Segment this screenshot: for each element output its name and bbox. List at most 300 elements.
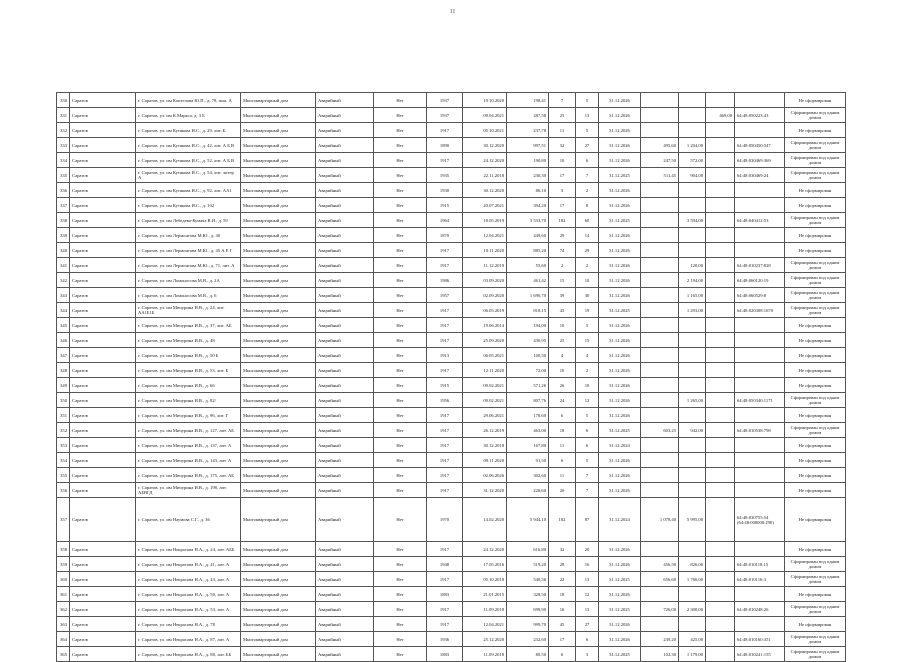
recognition-date-cell: 11.12.2019 (463, 258, 507, 273)
value3-cell (706, 198, 735, 213)
year-cell: 1917 (427, 468, 463, 483)
value3-cell (706, 153, 735, 168)
cadastral-cell: 64:48:030469:24 (735, 168, 785, 183)
address-cell: г. Саратов, ул. им Мичурина И.В., д. 96, лит. Г (136, 408, 241, 423)
year-cell: 1937 (427, 93, 463, 108)
apartments-cell: 27 (576, 138, 599, 153)
year-cell: 1917 (427, 408, 463, 423)
land-status-cell: Сформирован под одним домом (785, 632, 846, 647)
area-cell: 55,60 (507, 258, 549, 273)
value3-cell (706, 258, 735, 273)
land-status-cell: Не сформирован (785, 348, 846, 363)
cadastral-cell: 64:48:020308:1670 (735, 303, 785, 318)
cadastral-cell (735, 453, 785, 468)
land-status-cell: Сформирован под одним домом (785, 153, 846, 168)
land-status-cell: Сформирован под одним домом (785, 213, 846, 228)
flag-cell: Нет (374, 483, 427, 498)
building-type-cell: Многоквартирный дом (241, 108, 316, 123)
residents-cell: 17 (549, 632, 576, 647)
apartments-cell: 87 (576, 498, 599, 542)
land-status-cell: Сформирован под одним домом (785, 647, 846, 662)
table-row (57, 557, 846, 572)
table-row (57, 198, 846, 213)
residents-cell: 39 (549, 288, 576, 303)
apartments-cell: 5 (576, 453, 599, 468)
cadastral-cell: 64:48:010248:26 (735, 602, 785, 617)
area-cell: 72,00 (507, 363, 549, 378)
row-number-cell: 353 (57, 438, 70, 453)
row-number-cell: 364 (57, 632, 70, 647)
land-status-cell: Не сформирован (785, 198, 846, 213)
address-cell: г. Саратов, ул. им Лермонтова М.Ю., д. 40 (136, 228, 241, 243)
land-status-cell: Не сформирован (785, 587, 846, 602)
recognition-date-cell: 25.09.2020 (463, 333, 507, 348)
city-cell: Саратов (70, 483, 136, 498)
condition-cell: Аварийный (316, 168, 374, 183)
cadastral-cell: 64:48:050223:43 (735, 108, 785, 123)
apartments-cell: 29 (576, 243, 599, 258)
recognition-date-cell: 09.02.2021 (463, 393, 507, 408)
year-cell: 1917 (427, 363, 463, 378)
residents-cell: 2 (549, 258, 576, 273)
area-cell: 5 944,10 (507, 498, 549, 542)
cadastral-cell: 64:48:060120:19 (735, 273, 785, 288)
residents-cell: 17 (549, 168, 576, 183)
land-status-cell: Сформирован под одним домом (785, 602, 846, 617)
area-cell: 167,80 (507, 438, 549, 453)
recognition-date-cell: 25.12.2020 (463, 632, 507, 647)
land-status-cell: Не сформирован (785, 438, 846, 453)
address-cell: г. Саратов, ул. им Некрасова Н.А., д. 43, лит. А (136, 572, 241, 587)
year-cell: 1913 (427, 348, 463, 363)
recognition-date-cell: 02.06.2026 (463, 468, 507, 483)
cadastral-cell: 64:48:010538:798 (735, 423, 785, 438)
city-cell: Саратов (70, 213, 136, 228)
value1-cell: 603,25 (641, 423, 679, 438)
building-type-cell: Многоквартирный дом (241, 498, 316, 542)
city-cell: Саратов (70, 153, 136, 168)
term-cell: 31.12.2026 (599, 273, 641, 288)
apartments-cell: 60 (576, 213, 599, 228)
value2-cell (679, 318, 706, 333)
cadastral-cell: 64:48:050340:1171 (735, 393, 785, 408)
value1-cell: 239,20 (641, 632, 679, 647)
building-type-cell: Многоквартирный дом (241, 617, 316, 632)
row-number-cell: 340 (57, 243, 70, 258)
value2-cell: 1 766,00 (679, 572, 706, 587)
condition-cell: Аварийный (316, 228, 374, 243)
apartments-cell: 10 (576, 273, 599, 288)
condition-cell: Аварийный (316, 288, 374, 303)
apartments-cell: 5 (576, 408, 599, 423)
recognition-date-cell: 12.04.2021 (463, 617, 507, 632)
flag-cell: Нет (374, 617, 427, 632)
building-type-cell: Многоквартирный дом (241, 632, 316, 647)
building-type-cell: Многоквартирный дом (241, 198, 316, 213)
value2-cell (679, 333, 706, 348)
recognition-date-cell: 26.12.2019 (463, 423, 507, 438)
row-number-cell: 345 (57, 318, 70, 333)
city-cell: Саратов (70, 542, 136, 557)
land-status-cell: Не сформирован (785, 243, 846, 258)
term-cell: 31.12.2026 (599, 108, 641, 123)
table-row (57, 423, 846, 438)
address-cell: г. Саратов, ул. им Мичурина И.В., д. 198, лит. АБВГД (136, 483, 241, 498)
flag-cell: Нет (374, 378, 427, 393)
value3-cell (706, 453, 735, 468)
value2-cell (679, 198, 706, 213)
land-status-cell: Не сформирован (785, 617, 846, 632)
flag-cell: Нет (374, 393, 427, 408)
building-type-cell: Многоквартирный дом (241, 542, 316, 557)
value3-cell (706, 378, 735, 393)
address-cell: г. Саратов, ул. им Мичурина И.В., д. 37, лит. АБ (136, 318, 241, 333)
value3-cell (706, 483, 735, 498)
condition-cell: Аварийный (316, 572, 374, 587)
area-cell: 328,50 (507, 587, 549, 602)
year-cell: 1917 (427, 123, 463, 138)
value2-cell (679, 617, 706, 632)
apartments-cell: 19 (576, 303, 599, 318)
recognition-date-cell: 11.09.2018 (463, 602, 507, 617)
flag-cell: Нет (374, 632, 427, 647)
address-cell: г. Саратов, ул. им Мичурина И.В., д. 66 (136, 378, 241, 393)
land-status-cell: Не сформирован (785, 333, 846, 348)
year-cell: 1915 (427, 378, 463, 393)
area-cell: 86,10 (507, 183, 549, 198)
term-cell: 31.12.2026 (599, 93, 641, 108)
cadastral-cell (735, 228, 785, 243)
value2-cell: 942,00 (679, 423, 706, 438)
city-cell: Саратов (70, 453, 136, 468)
flag-cell: Нет (374, 647, 427, 662)
term-cell: 31.12.2025 (599, 423, 641, 438)
recognition-date-cell: 22.11.2018 (463, 168, 507, 183)
term-cell: 31.12.2025 (599, 168, 641, 183)
address-cell: г. Саратов, ул. им Кутякова И.С., д. 92, лит. АА1 (136, 183, 241, 198)
cadastral-cell: 64:48:030469:369 (735, 153, 785, 168)
cadastral-cell (735, 93, 785, 108)
term-cell: 31.12.2026 (599, 483, 641, 498)
value1-cell: 1 078,40 (641, 498, 679, 542)
city-cell: Саратов (70, 393, 136, 408)
building-type-cell: Многоквартирный дом (241, 483, 316, 498)
table-row (57, 288, 846, 303)
land-status-cell: Сформирован под одним домом (785, 273, 846, 288)
building-type-cell: Многоквартирный дом (241, 423, 316, 438)
row-number-cell: 336 (57, 183, 70, 198)
residents-cell: 32 (549, 542, 576, 557)
value1-cell (641, 348, 679, 363)
term-cell: 31.12.2026 (599, 288, 641, 303)
year-cell: 1917 (427, 572, 463, 587)
condition-cell: Аварийный (316, 333, 374, 348)
row-number-cell: 359 (57, 557, 70, 572)
term-cell: 31.12.2026 (599, 348, 641, 363)
year-cell: 1917 (427, 153, 463, 168)
term-cell: 31.12.2026 (599, 318, 641, 333)
residents-cell: 10 (549, 153, 576, 168)
apartments-cell: 14 (576, 228, 599, 243)
land-status-cell: Сформирован под одним домом (785, 138, 846, 153)
value1-cell: 456,50 (641, 557, 679, 572)
area-cell: 540,56 (507, 572, 549, 587)
apartments-cell: 15 (576, 333, 599, 348)
value3-cell (706, 498, 735, 542)
condition-cell: Аварийный (316, 423, 374, 438)
term-cell: 31.12.2024 (599, 498, 641, 542)
building-type-cell: Многоквартирный дом (241, 393, 316, 408)
row-number-cell: 339 (57, 228, 70, 243)
row-number-cell: 354 (57, 453, 70, 468)
year-cell: 1915 (427, 198, 463, 213)
value2-cell: 120,00 (679, 258, 706, 273)
condition-cell: Аварийный (316, 587, 374, 602)
address-cell: г. Саратов, ул. им Кутякова И.С., д. 42, лит. А Б В (136, 138, 241, 153)
value1-cell (641, 378, 679, 393)
flag-cell: Нет (374, 333, 427, 348)
building-type-cell: Многоквартирный дом (241, 93, 316, 108)
value2-cell (679, 468, 706, 483)
land-status-cell: Не сформирован (785, 378, 846, 393)
apartments-cell: 6 (576, 632, 599, 647)
land-status-cell: Сформирован под одним домом (785, 393, 846, 408)
apartments-cell: 7 (576, 468, 599, 483)
city-cell: Саратов (70, 348, 136, 363)
recognition-date-cell: 24.12.2020 (463, 153, 507, 168)
cadastral-cell: 64:48:040412:53 (735, 213, 785, 228)
term-cell: 31.12.2024 (599, 438, 641, 453)
residents-cell: 4 (549, 348, 576, 363)
condition-cell: Аварийный (316, 438, 374, 453)
recognition-date-cell: 03.09.2020 (463, 273, 507, 288)
value2-cell (679, 587, 706, 602)
condition-cell: Аварийный (316, 557, 374, 572)
flag-cell: Нет (374, 138, 427, 153)
value2-cell (679, 348, 706, 363)
apartments-cell: 6 (576, 438, 599, 453)
city-cell: Саратов (70, 273, 136, 288)
flag-cell: Нет (374, 258, 427, 273)
row-number-cell: 361 (57, 587, 70, 602)
flag-cell: Нет (374, 587, 427, 602)
flag-cell: Нет (374, 168, 427, 183)
residents-cell: 6 (549, 408, 576, 423)
land-status-cell: Не сформирован (785, 468, 846, 483)
building-type-cell: Многоквартирный дом (241, 438, 316, 453)
residents-cell: 18 (549, 423, 576, 438)
value1-cell (641, 228, 679, 243)
value3-cell (706, 333, 735, 348)
cadastral-cell (735, 198, 785, 213)
condition-cell: Аварийный (316, 647, 374, 662)
value3-cell (706, 557, 735, 572)
value2-cell: 1 165,00 (679, 288, 706, 303)
table-row (57, 617, 846, 632)
value1-cell (641, 393, 679, 408)
table-row (57, 408, 846, 423)
year-cell: 1935 (427, 168, 463, 183)
year-cell: 1986 (427, 273, 463, 288)
flag-cell: Нет (374, 438, 427, 453)
building-type-cell: Многоквартирный дом (241, 243, 316, 258)
area-cell: 807,76 (507, 393, 549, 408)
building-type-cell: Многоквартирный дом (241, 557, 316, 572)
area-cell: 194,00 (507, 318, 549, 333)
city-cell: Саратов (70, 363, 136, 378)
value1-cell (641, 243, 679, 258)
cadastral-cell: 64:48:010118:15 (735, 557, 785, 572)
value1-cell (641, 483, 679, 498)
condition-cell: Аварийный (316, 483, 374, 498)
city-cell: Саратов (70, 423, 136, 438)
residents-cell: 6 (549, 647, 576, 662)
city-cell: Саратов (70, 108, 136, 123)
term-cell: 31.12.2026 (599, 557, 641, 572)
term-cell: 31.12.2026 (599, 123, 641, 138)
land-status-cell: Не сформирован (785, 408, 846, 423)
flag-cell: Нет (374, 93, 427, 108)
term-cell: 31.12.2025 (599, 572, 641, 587)
address-cell: г. Саратов, ул. им Кутякова И.С., д. 54, лит. литер А (136, 168, 241, 183)
land-status-cell: Сформирован под одним домом (785, 288, 846, 303)
value1-cell: 511,45 (641, 168, 679, 183)
value2-cell (679, 183, 706, 198)
term-cell: 31.12.2026 (599, 198, 641, 213)
term-cell: 31.12.2026 (599, 542, 641, 557)
value3-cell (706, 243, 735, 258)
apartments-cell: 13 (576, 602, 599, 617)
condition-cell: Аварийный (316, 542, 374, 557)
residents-cell: 74 (549, 243, 576, 258)
table-body (57, 93, 846, 662)
area-cell: 519,20 (507, 557, 549, 572)
cadastral-cell (735, 333, 785, 348)
flag-cell: Нет (374, 123, 427, 138)
value2-cell: 572,00 (679, 153, 706, 168)
table-row (57, 348, 846, 363)
apartments-cell: 20 (576, 542, 599, 557)
city-cell: Саратов (70, 587, 136, 602)
cadastral-cell: 64:48:010241:155 (735, 647, 785, 662)
value2-cell (679, 378, 706, 393)
city-cell: Саратов (70, 468, 136, 483)
term-cell: 31.12.2026 (599, 468, 641, 483)
area-cell: 885,20 (507, 243, 549, 258)
flag-cell: Нет (374, 348, 427, 363)
table-row (57, 393, 846, 408)
land-status-cell: Не сформирован (785, 228, 846, 243)
apartments-cell: 2 (576, 258, 599, 273)
building-type-cell: Многоквартирный дом (241, 228, 316, 243)
area-cell: 997,51 (507, 138, 549, 153)
value3-cell (706, 213, 735, 228)
value1-cell (641, 93, 679, 108)
year-cell: 1917 (427, 258, 463, 273)
year-cell: 1917 (427, 333, 463, 348)
year-cell: 1917 (427, 617, 463, 632)
cadastral-cell (735, 363, 785, 378)
building-type-cell: Многоквартирный дом (241, 288, 316, 303)
term-cell: 31.12.2025 (599, 303, 641, 318)
flag-cell: Нет (374, 243, 427, 258)
land-status-cell: Не сформирован (785, 318, 846, 333)
value3-cell (706, 602, 735, 617)
residents-cell: 26 (549, 378, 576, 393)
apartments-cell: 7 (576, 168, 599, 183)
land-status-cell: Не сформирован (785, 123, 846, 138)
area-cell: 230,30 (507, 168, 549, 183)
table-row (57, 318, 846, 333)
table-row (57, 483, 846, 498)
row-number-cell: 346 (57, 333, 70, 348)
building-type-cell: Многоквартирный дом (241, 303, 316, 318)
apartments-cell: 12 (576, 587, 599, 602)
value1-cell (641, 453, 679, 468)
value2-cell: 2 300,00 (679, 602, 706, 617)
year-cell: 1917 (427, 602, 463, 617)
city-cell: Саратов (70, 258, 136, 273)
condition-cell: Аварийный (316, 273, 374, 288)
apartments-cell: 12 (576, 393, 599, 408)
value2-cell: 1 293,00 (679, 303, 706, 318)
area-cell: 394,20 (507, 198, 549, 213)
row-number-cell: 351 (57, 408, 70, 423)
value2-cell (679, 123, 706, 138)
value2-cell (679, 108, 706, 123)
building-type-cell: Многоквартирный дом (241, 468, 316, 483)
term-cell: 31.12.2026 (599, 632, 641, 647)
area-cell: 198,41 (507, 93, 549, 108)
value1-cell (641, 288, 679, 303)
year-cell: 1870 (427, 228, 463, 243)
flag-cell: Нет (374, 288, 427, 303)
flag-cell: Нет (374, 602, 427, 617)
row-number-cell: 334 (57, 153, 70, 168)
land-status-cell: Сформирован под одним домом (785, 258, 846, 273)
flag-cell: Нет (374, 408, 427, 423)
condition-cell: Аварийный (316, 617, 374, 632)
area-cell: 287,58 (507, 108, 549, 123)
flag-cell: Нет (374, 318, 427, 333)
value2-cell (679, 93, 706, 108)
value1-cell (641, 333, 679, 348)
recognition-date-cell: 18.05.2019 (463, 213, 507, 228)
building-type-cell: Многоквартирный дом (241, 453, 316, 468)
land-status-cell: Не сформирован (785, 93, 846, 108)
cadastral-cell (735, 348, 785, 363)
row-number-cell: 363 (57, 617, 70, 632)
address-cell: г. Саратов, ул. им Мичурина И.В., д. 137, лит. А (136, 438, 241, 453)
area-cell: 463,00 (507, 423, 549, 438)
building-type-cell: Многоквартирный дом (241, 183, 316, 198)
table-row (57, 602, 846, 617)
residents-cell: 15 (549, 273, 576, 288)
value3-cell (706, 273, 735, 288)
value2-cell (679, 453, 706, 468)
value1-cell (641, 318, 679, 333)
land-status-cell: Сформирован под одним домом (785, 423, 846, 438)
area-cell: 1 690,70 (507, 288, 549, 303)
area-cell: 449,60 (507, 228, 549, 243)
year-cell: 1917 (427, 483, 463, 498)
cadastral-cell: 64:48:010237:828 (735, 258, 785, 273)
area-cell: 302,60 (507, 468, 549, 483)
condition-cell: Аварийный (316, 138, 374, 153)
residents-cell: 29 (549, 228, 576, 243)
cadastral-cell (735, 542, 785, 557)
apartments-cell: 6 (576, 153, 599, 168)
